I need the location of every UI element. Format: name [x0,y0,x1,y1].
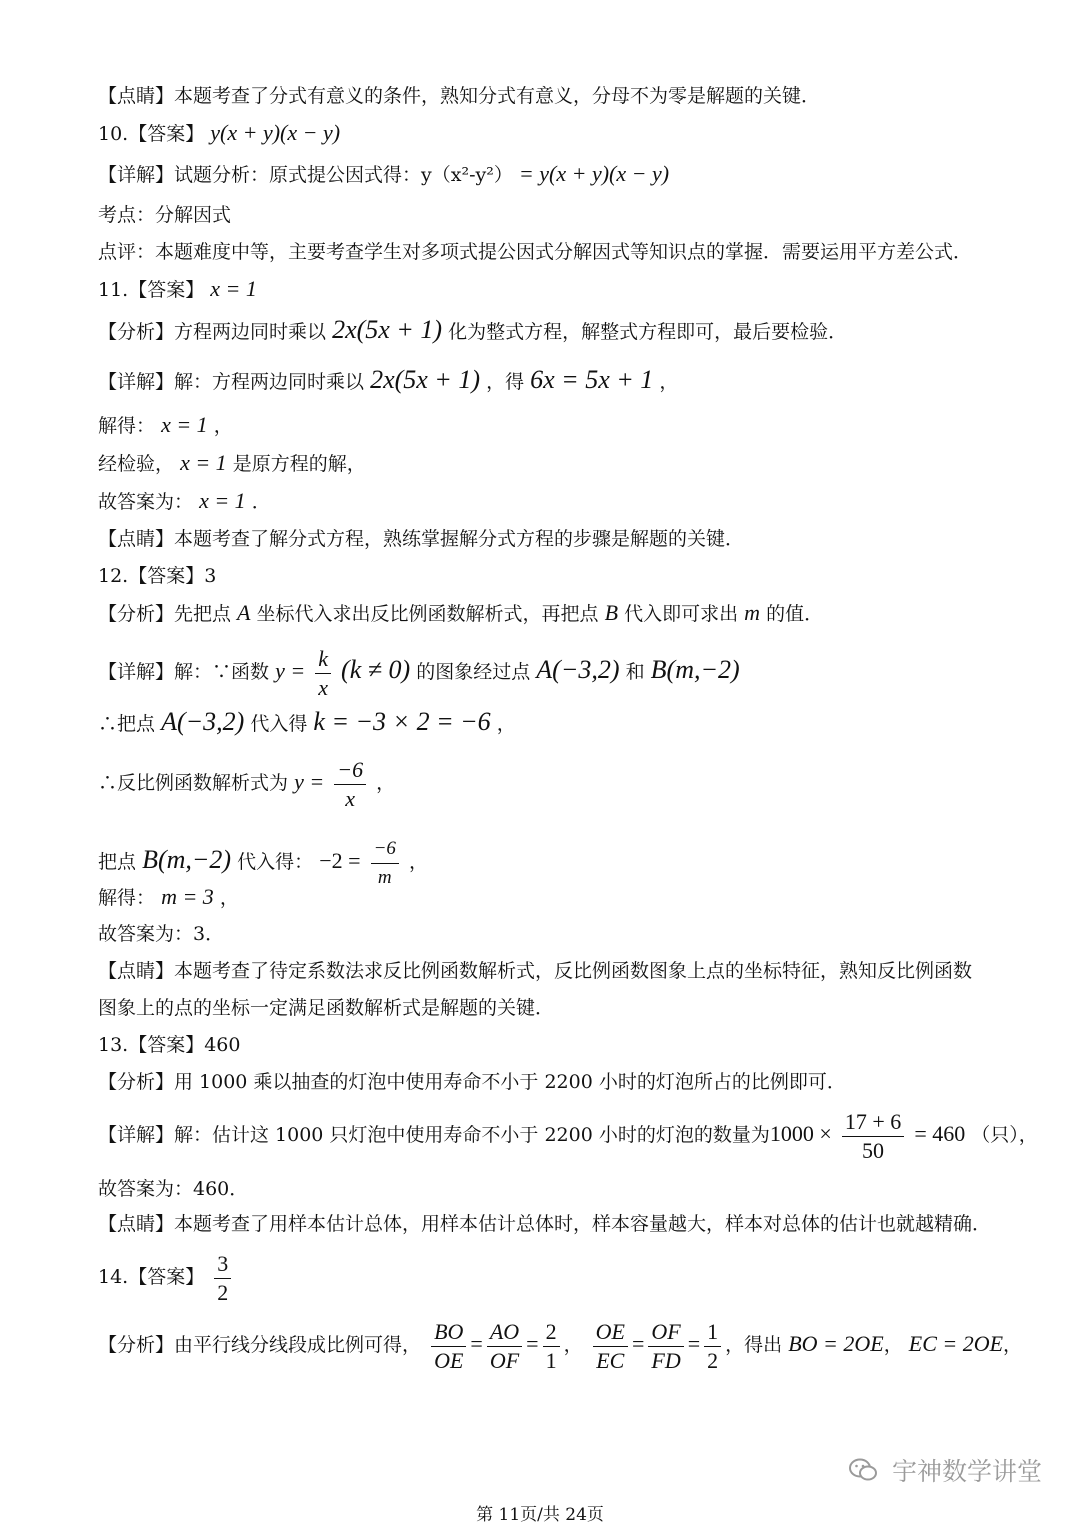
q12-analysis-point-a: A [237,600,251,625]
q12-ans: 故答案为：3． [98,923,225,945]
q12-detail-point-b: B(m,−2) [650,655,740,684]
q12-detail-point-a: A(−3,2) [536,655,620,684]
q11-analysis-math: 2x(5x + 1) [332,315,443,344]
q14-analysis-text-d: ， [1003,1334,1023,1356]
q12-expr-num: −6 [334,756,366,785]
q12-expr-y: y = [294,769,325,794]
q14-frac-of-fd [648,1318,683,1375]
q11-answer-line [98,277,257,302]
q11-detail-line [98,365,679,394]
q11-detail-math2: 6x = 5x + 1 [530,365,654,394]
q12-subb-text-b: 代入得： [237,851,314,873]
q12-detail-cond: (k ≠ 0) [341,655,411,684]
q12-subb-line [98,830,428,892]
q12-expr-text: ∴反比例函数解析式为 [98,772,289,794]
q13-analysis: 【分析】用 1000 乘以抽查的灯泡中使用寿命不小于 2200 小时的灯泡所占的比例即可． [98,1071,846,1093]
q10-label: 10.【答案】 [98,123,205,145]
q11-dianjing: 【点睛】本题考查了解分式方程，熟练掌握解分式方程的步骤是解题的关键． [98,528,745,550]
q11-analysis-text-b: 化为整式方程，解整式方程即可，最后要检验． [448,321,848,343]
q10-answer-line [98,121,340,146]
q11-detail-text-c: ， [659,371,679,393]
q10-detail-math: = y(x + y)(x − y) [518,161,670,186]
q14-eq-3: = [631,1331,645,1356]
q11-solve-text: 解得： [98,415,156,437]
q11-analysis-line [98,315,848,344]
q12-solve-line [98,885,239,910]
q12-analysis-text-a: 【分析】先把点 [98,603,238,625]
q12-expr-fraction [334,756,366,813]
q14-f1-den: OE [434,1347,464,1373]
q13-dianjing: 【点睛】本题考查了用样本估计总体，用样本估计总体时，样本容量越大，样本对总体的估计也就越精确． [98,1213,992,1235]
q14-f6-num: 1 [704,1318,721,1347]
q12-sub-point-a: A(−3,2) [161,707,245,736]
q14-analysis-line [98,1314,1022,1375]
q11-solve-punct: ， [213,415,233,437]
watermark [848,1452,1042,1489]
q12-detail-fraction [315,645,331,702]
q14-answer-line [98,1247,235,1307]
q13-detail-num: 17 + 6 [842,1108,904,1137]
q12-expr-punct: ， [376,772,396,794]
q11-solve-line [98,413,233,438]
q12-detail-line [98,640,740,702]
q12-analysis-text-d: 的值． [760,603,824,625]
q12-analysis-text-c: 代入即可求出 [618,603,745,625]
q12-subb-fraction [371,835,399,892]
q11-label: 11.【答案】 [98,279,205,301]
q12-sub-text-a: ∴把点 [98,713,156,735]
q12-sub-text-b: 代入得 [250,713,308,735]
q14-math2: EC = 2OE [908,1331,1004,1356]
q11-solve-math: x = 1 [161,412,208,437]
wechat-icon [848,1457,878,1489]
q11-detail-text-a: 【详解】解：方程两边同时乘以 [98,371,365,393]
q14-f2-den: OF [489,1347,520,1373]
q9-dianjing: 【点睛】本题考查了分式有意义的条件，熟知分式有意义，分母不为零是解题的关键． [98,85,821,107]
q12-dianjing-2: 图象上的点的坐标一定满足函数解析式是解题的关键． [98,997,555,1019]
q14-f3-num: 2 [543,1318,560,1347]
q14-frac-oe-ec [593,1318,628,1375]
q11-analysis-text-a: 【分析】方程两边同时乘以 [98,321,327,343]
q11-check-text-a: 经检验， [98,453,175,475]
q13-detail-fraction [842,1108,904,1165]
q10-dianping: 点评：本题难度中等，主要考查学生对多项式提公因式分解因式等知识点的掌握．需要运用平方差公式． [98,241,973,263]
q12-dianjing-1: 【点睛】本题考查了待定系数法求反比例函数解析式，反比例函数图象上点的坐标特征，熟知反比例函数 [98,960,973,982]
q14-sep: ， [563,1334,583,1356]
q10-kaodian: 考点：分解因式 [98,204,232,226]
q12-solve-text: 解得： [98,887,156,909]
q11-answer-math: x = 1 [210,276,257,301]
q12-solve-math: m = 3 [161,884,214,909]
q11-ans-punct: ． [251,491,271,513]
q14-f5-den: FD [651,1347,681,1373]
q11-detail-math1: 2x(5x + 1) [370,365,481,394]
q13-detail-math1: 1000 × [769,1121,832,1146]
q14-f2-num: AO [487,1318,522,1347]
q11-check-text-b: 是原方程的解， [232,453,366,475]
q14-frac-2-1 [543,1318,560,1375]
q12-frac-den: x [318,674,328,700]
q14-eq-4: = [687,1331,701,1356]
q12-detail-text-c: 和 [625,661,645,683]
q12-subb-lhs: −2 = [319,848,361,873]
q13-ans: 故答案为：460． [98,1178,249,1200]
q12-sub-math: k = −3 × 2 = −6 [313,707,491,736]
q11-check-math: x = 1 [180,450,227,475]
q13-detail-line [98,1104,1038,1165]
q14-f4-den: EC [596,1347,625,1373]
q13-detail-math2: = 460 [914,1121,966,1146]
q12-subb-punct: ， [408,851,428,873]
q13-detail-text-a: 【详解】解：估计这 1000 只灯泡中使用寿命不小于 2200 小时的灯泡的数量为 [98,1124,770,1146]
q12-detail-y: y = [275,658,306,683]
q14-analysis-text-c: ， [883,1334,903,1356]
q14-f6-den: 2 [707,1347,719,1373]
q14-analysis-text-b: ，得出 [725,1334,783,1356]
q14-frac-ao-of [487,1318,522,1375]
q11-ans-line [98,489,271,514]
q14-frac-bo-oe [431,1318,466,1375]
q12-solve-punct: ， [219,887,239,909]
q11-ans-text: 故答案为： [98,491,194,513]
q12-subb-point-b: B(m,−2) [142,845,232,874]
q12-sub-line [98,707,516,736]
q12-expr-den: x [345,785,356,811]
q14-label: 14.【答案】 [98,1266,205,1288]
page-footer: 第 11页/共 24页 [476,1505,604,1525]
q14-answer-den: 2 [217,1279,229,1305]
q14-frac-1-2 [704,1318,721,1375]
q12-frac-num: k [315,645,331,674]
q12-subb-text-a: 把点 [98,851,137,873]
q12-analysis-line [98,601,823,626]
q12-expr-line [98,752,395,813]
q14-answer-num: 3 [214,1250,231,1279]
q13-detail-den: 50 [862,1137,885,1163]
q14-answer-fraction [214,1250,231,1307]
q14-math1: BO = 2OE [788,1331,884,1356]
q10-detail-text: 【详解】试题分析：原式提公因式得：y（x²-y²） [98,164,513,186]
q14-f4-num: OE [593,1318,628,1347]
q10-answer-math: y(x + y)(x − y) [210,120,341,145]
q14-eq-2: = [526,1331,539,1356]
q10-detail-line [98,162,669,187]
q12-analysis-m: m [744,600,761,625]
q13-detail-text-b: （只）， [971,1124,1038,1146]
q14-analysis-text-a: 【分析】由平行线分线段成比例可得， [98,1334,422,1356]
q11-ans-math: x = 1 [199,488,246,513]
q12-answer-line: 12.【答案】3 [98,565,217,587]
q12-analysis-point-b: B [604,600,619,625]
q11-detail-text-b: ，得 [486,371,525,393]
q14-f5-num: OF [648,1318,683,1347]
q14-f1-num: BO [431,1318,466,1347]
q14-f3-den: 1 [545,1347,557,1373]
q12-subb-num: −6 [371,835,399,864]
q12-detail-text-a: 【详解】解：∵函数 [98,661,270,683]
q12-detail-text-b: 的图象经过点 [416,661,531,683]
q12-analysis-text-b: 坐标代入求出反比例函数解析式，再把点 [250,603,605,625]
q14-eq-1: = [470,1331,483,1356]
watermark-text: 宇神数学讲堂 [891,1457,1042,1486]
q12-subb-den: m [377,866,392,888]
q13-answer-line: 13.【答案】460 [98,1034,241,1056]
q12-sub-text-c: ， [496,713,516,735]
q11-check-line [98,451,366,476]
